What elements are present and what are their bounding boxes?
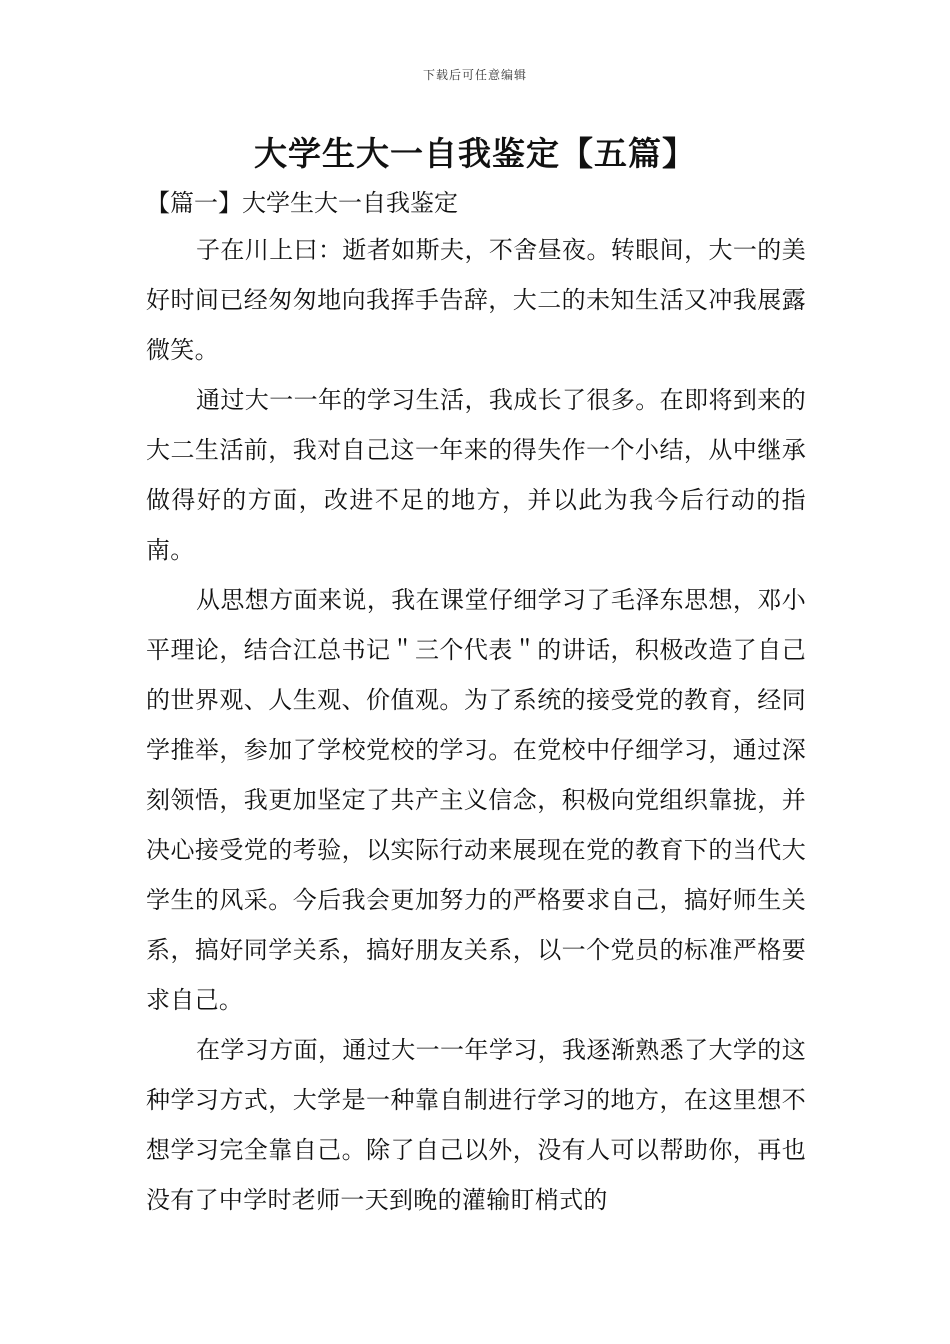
paragraph-2: 通过大一一年的学习生活，我成长了很多。在即将到来的大二生活前，我对自己这一年来的得失作一个小结，从中继承做得好的方面，改进不足的地方，并以此为我今后行动的指南。 xyxy=(146,386,806,564)
header-note: 下载后可任意编辑 xyxy=(422,68,527,82)
section-heading: 【篇一】大学生大一自我鉴定 xyxy=(146,189,458,217)
paragraph-1: 子在川上曰：逝者如斯夫，不舍昼夜。转眼间，大一的美好时间已经匆匆地向我挥手告辞，大二的未知生活又冲我展露微笑。 xyxy=(146,236,806,364)
document-title: 大学生大一自我鉴定【五篇】 xyxy=(254,134,696,173)
paragraph-4: 在学习方面，通过大一一年学习，我逐渐熟悉了大学的这种学习方式，大学是一种靠自制进行学习的地方，在这里想不想学习完全靠自己。除了自己以外，没有人可以帮助你，再也没有了中学时老师一天到晚的灌输盯梢式的 xyxy=(146,1036,806,1214)
document-body xyxy=(146,225,806,1225)
paragraph-3: 从思想方面来说，我在课堂仔细学习了毛泽东思想，邓小平理论，结合江总书记＂三个代表＂的讲话，积极改造了自己的世界观、人生观、价值观。为了系统的接受党的教育，经同学推举，参加了学校党校的学习。在党校中仔细学习，通过深刻领悟，我更加坚定了共产主义信念，积极向党组织靠拢，并决心接受党的考验，以实际行动来展现在党的教育下的当代大学生的风采。今后我会更加努力的严格要求自己，搞好师生关系，搞好同学关系，搞好朋友关系，以一个党员的标准严格要求自己。 xyxy=(146,586,806,1014)
